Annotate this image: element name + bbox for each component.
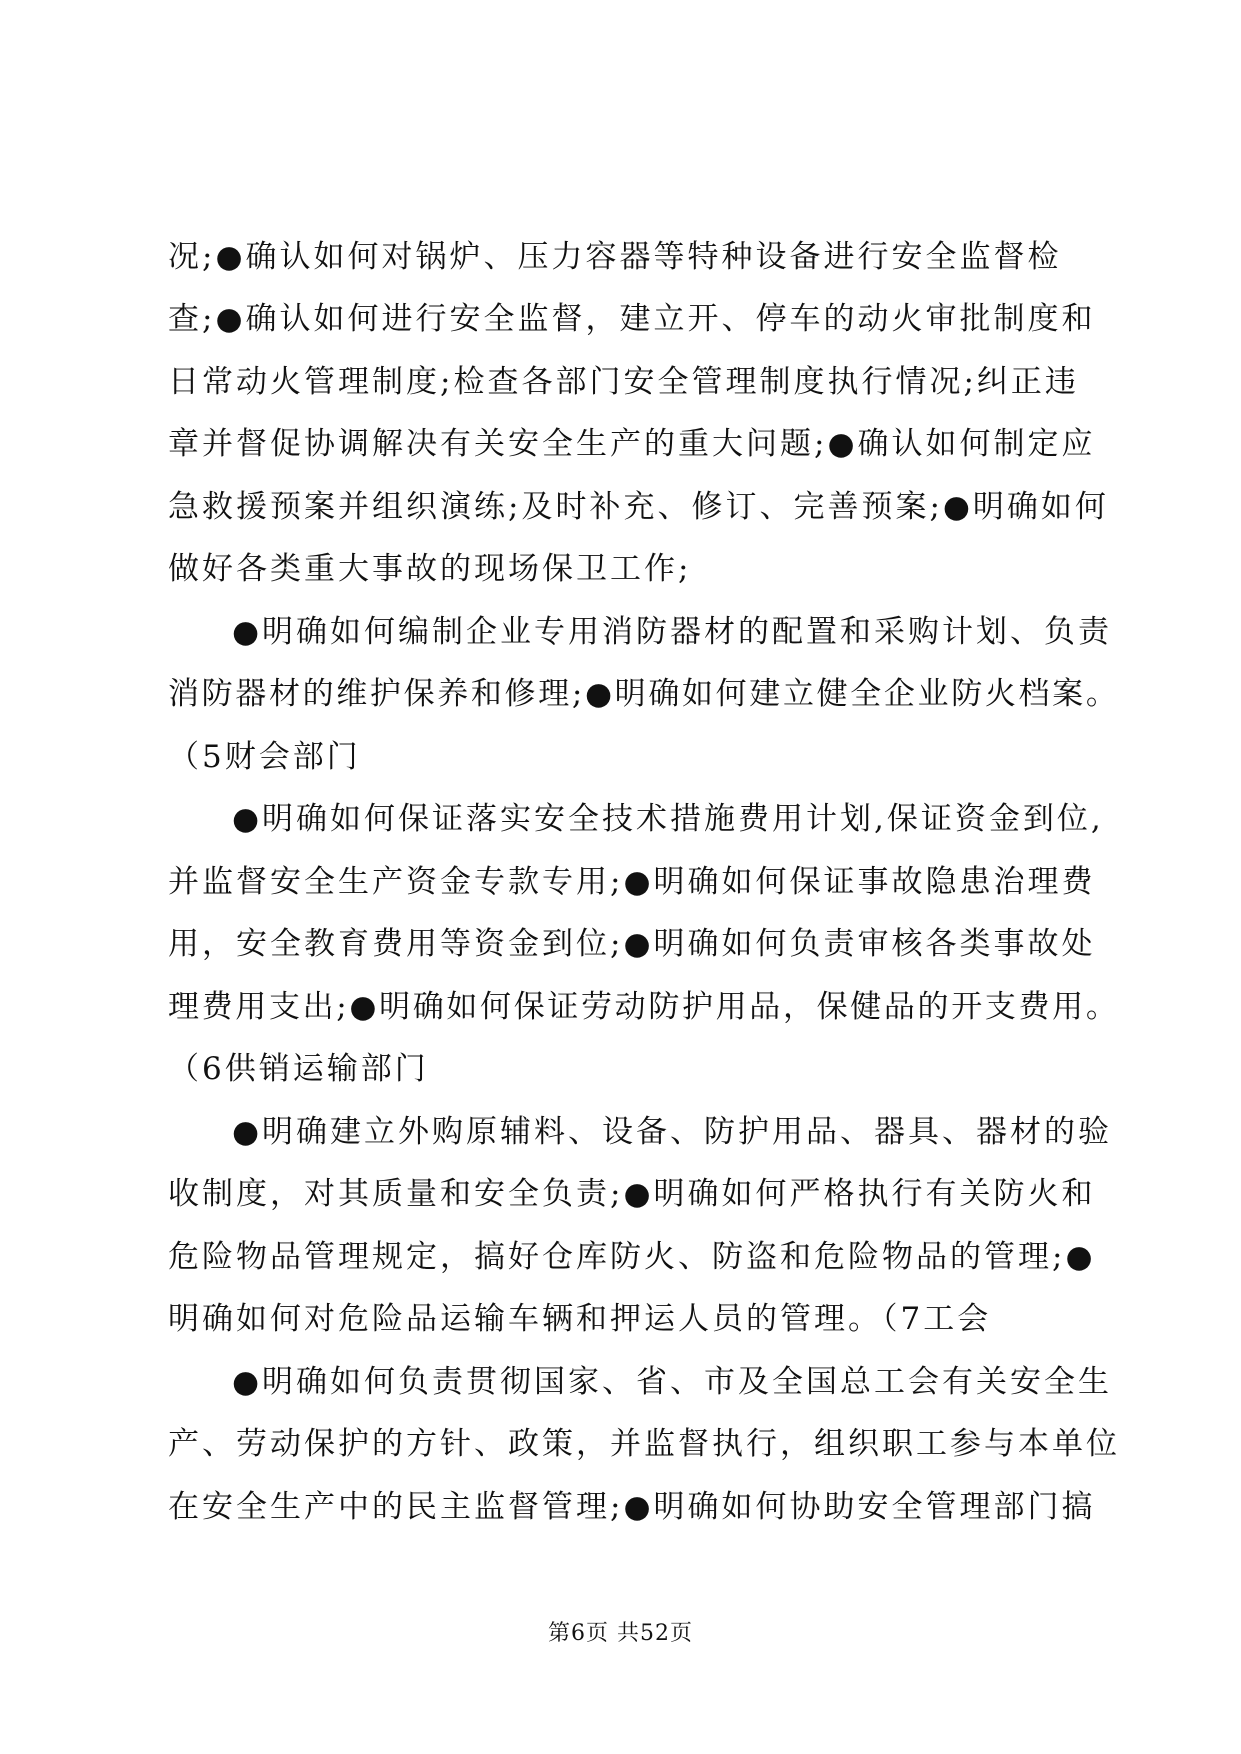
body-line: 收制度，对其质量和安全负责;●明确如何严格执行有关防火和 [168,1176,1096,1212]
body-line: ●明确建立外购原辅料、设备、防护用品、器具、器材的验 [232,1114,1113,1150]
body-line: 在安全生产中的民主监督管理;●明确如何协助安全管理部门搞 [168,1489,1096,1525]
body-line: 日常动火管理制度;检查各部门安全管理制度执行情况;纠正违 [168,364,1079,400]
body-line: ●明确如何编制企业专用消防器材的配置和采购计划、负责 [232,614,1113,650]
body-line: ●明确如何保证落实安全技术措施费用计划,保证资金到位, [232,801,1104,837]
body-line: 做好各类重大事故的现场保卫工作; [168,551,692,587]
body-line: 产、劳动保护的方针、政策，并监督执行，组织职工参与本单位 [168,1426,1120,1462]
body-line: 消防器材的维护保养和修理;●明确如何建立健全企业防火档案。 [168,676,1120,712]
body-line: 并监督安全生产资金专款专用;●明确如何保证事故隐患治理费 [168,864,1096,900]
body-line: 章并督促协调解决有关安全生产的重大问题;●确认如何制定应 [168,426,1096,462]
page-number-footer: 第6页 共52页 [548,1621,693,1646]
body-line: 查;●确认如何进行安全监督，建立开、停车的动火审批制度和 [168,301,1096,337]
body-line: 用，安全教育费用等资金到位;●明确如何负责审核各类事故处 [168,926,1096,962]
body-line: 危险物品管理规定，搞好仓库防火、防盗和危险物品的管理;● [168,1239,1096,1275]
body-line: ●明确如何负责贯彻国家、省、市及全国总工会有关安全生 [232,1364,1113,1400]
body-line: 明确如何对危险品运输车辆和押运人员的管理。（7工会 [168,1301,992,1337]
body-line: 况;●确认如何对锅炉、压力容器等特种设备进行安全监督检 [168,239,1062,275]
body-line: 急救援预案并组织演练;及时补充、修订、完善预案;●明确如何 [168,489,1109,525]
section-heading: （6供销运输部门 [168,1051,429,1087]
section-heading: （5财会部门 [168,739,361,775]
body-line: 理费用支出;●明确如何保证劳动防护用品，保健品的开支费用。 [168,989,1120,1025]
